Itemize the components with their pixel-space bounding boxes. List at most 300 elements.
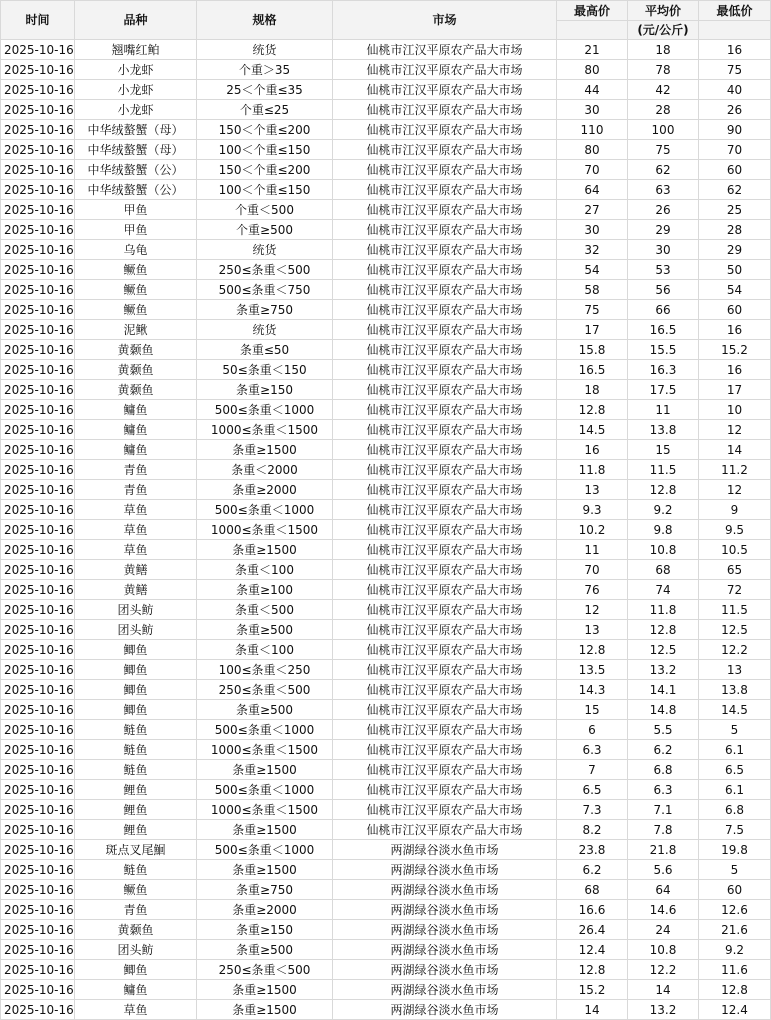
cell-avg-price: 75 <box>628 140 699 160</box>
cell-date: 2025-10-16 <box>1 840 75 860</box>
table-row <box>1 880 771 900</box>
cell-market: 仙桃市江汉平原农产品大市场 <box>333 280 557 300</box>
cell-market: 仙桃市江汉平原农产品大市场 <box>333 580 557 600</box>
cell-variety: 鳙鱼 <box>75 440 197 460</box>
cell-high-price: 14.3 <box>557 680 628 700</box>
cell-high-price: 18 <box>557 380 628 400</box>
cell-market: 仙桃市江汉平原农产品大市场 <box>333 540 557 560</box>
cell-high-price: 13.5 <box>557 660 628 680</box>
cell-spec: 个重＜500 <box>197 200 333 220</box>
cell-market: 仙桃市江汉平原农产品大市场 <box>333 420 557 440</box>
cell-market: 仙桃市江汉平原农产品大市场 <box>333 80 557 100</box>
cell-low-price: 7.5 <box>699 820 771 840</box>
table-row <box>1 100 771 120</box>
cell-high-price: 6.2 <box>557 860 628 880</box>
cell-variety: 小龙虾 <box>75 60 197 80</box>
table-row <box>1 120 771 140</box>
cell-market: 两湖绿谷淡水鱼市场 <box>333 960 557 980</box>
cell-market: 仙桃市江汉平原农产品大市场 <box>333 140 557 160</box>
table-row <box>1 940 771 960</box>
cell-low-price: 60 <box>699 300 771 320</box>
header-spec: 规格 <box>197 1 333 40</box>
cell-low-price: 50 <box>699 260 771 280</box>
cell-market: 仙桃市江汉平原农产品大市场 <box>333 400 557 420</box>
table-row <box>1 700 771 720</box>
cell-low-price: 72 <box>699 580 771 600</box>
cell-spec: 个重＞35 <box>197 60 333 80</box>
cell-date: 2025-10-16 <box>1 560 75 580</box>
cell-low-price: 6.1 <box>699 740 771 760</box>
cell-high-price: 27 <box>557 200 628 220</box>
cell-variety: 黄颡鱼 <box>75 380 197 400</box>
cell-date: 2025-10-16 <box>1 700 75 720</box>
cell-variety: 中华绒螯蟹（公） <box>75 180 197 200</box>
cell-avg-price: 15 <box>628 440 699 460</box>
cell-market: 仙桃市江汉平原农产品大市场 <box>333 600 557 620</box>
cell-avg-price: 12.2 <box>628 960 699 980</box>
table-row <box>1 300 771 320</box>
cell-low-price: 17 <box>699 380 771 400</box>
cell-low-price: 12 <box>699 480 771 500</box>
cell-market: 仙桃市江汉平原农产品大市场 <box>333 720 557 740</box>
cell-date: 2025-10-16 <box>1 360 75 380</box>
cell-high-price: 23.8 <box>557 840 628 860</box>
cell-spec: 100＜个重≤150 <box>197 140 333 160</box>
cell-spec: 条重≥1500 <box>197 980 333 1000</box>
cell-variety: 黄颡鱼 <box>75 360 197 380</box>
cell-avg-price: 11.5 <box>628 460 699 480</box>
cell-variety: 黄颡鱼 <box>75 340 197 360</box>
cell-spec: 条重≤50 <box>197 340 333 360</box>
cell-avg-price: 13.8 <box>628 420 699 440</box>
cell-variety: 草鱼 <box>75 1000 197 1020</box>
cell-high-price: 17 <box>557 320 628 340</box>
cell-date: 2025-10-16 <box>1 720 75 740</box>
cell-variety: 团头鲂 <box>75 940 197 960</box>
cell-spec: 500≤条重＜1000 <box>197 500 333 520</box>
cell-date: 2025-10-16 <box>1 960 75 980</box>
cell-market: 仙桃市江汉平原农产品大市场 <box>333 520 557 540</box>
cell-spec: 条重≥100 <box>197 580 333 600</box>
cell-market: 两湖绿谷淡水鱼市场 <box>333 880 557 900</box>
cell-high-price: 76 <box>557 580 628 600</box>
cell-avg-price: 100 <box>628 120 699 140</box>
table-row <box>1 260 771 280</box>
cell-variety: 鳜鱼 <box>75 880 197 900</box>
cell-low-price: 11.2 <box>699 460 771 480</box>
table-row <box>1 380 771 400</box>
table-row <box>1 240 771 260</box>
cell-date: 2025-10-16 <box>1 160 75 180</box>
cell-high-price: 70 <box>557 160 628 180</box>
cell-market: 仙桃市江汉平原农产品大市场 <box>333 640 557 660</box>
table-row <box>1 80 771 100</box>
cell-spec: 1000≤条重＜1500 <box>197 800 333 820</box>
cell-spec: 1000≤条重＜1500 <box>197 520 333 540</box>
cell-high-price: 12.8 <box>557 640 628 660</box>
cell-avg-price: 5.5 <box>628 720 699 740</box>
cell-date: 2025-10-16 <box>1 780 75 800</box>
cell-low-price: 54 <box>699 280 771 300</box>
cell-low-price: 13.8 <box>699 680 771 700</box>
cell-variety: 草鱼 <box>75 540 197 560</box>
cell-date: 2025-10-16 <box>1 120 75 140</box>
cell-avg-price: 74 <box>628 580 699 600</box>
cell-avg-price: 9.2 <box>628 500 699 520</box>
cell-avg-price: 6.3 <box>628 780 699 800</box>
cell-avg-price: 12.5 <box>628 640 699 660</box>
cell-market: 仙桃市江汉平原农产品大市场 <box>333 680 557 700</box>
cell-spec: 条重＜500 <box>197 600 333 620</box>
cell-variety: 鳜鱼 <box>75 260 197 280</box>
table-row <box>1 560 771 580</box>
cell-avg-price: 29 <box>628 220 699 240</box>
cell-spec: 500≤条重＜1000 <box>197 840 333 860</box>
cell-date: 2025-10-16 <box>1 100 75 120</box>
cell-market: 仙桃市江汉平原农产品大市场 <box>333 100 557 120</box>
table-row <box>1 580 771 600</box>
cell-low-price: 11.6 <box>699 960 771 980</box>
cell-spec: 条重≥150 <box>197 380 333 400</box>
table-row <box>1 800 771 820</box>
cell-date: 2025-10-16 <box>1 200 75 220</box>
cell-variety: 中华绒螯蟹（母） <box>75 140 197 160</box>
cell-variety: 甲鱼 <box>75 200 197 220</box>
table-row <box>1 660 771 680</box>
cell-high-price: 14 <box>557 1000 628 1020</box>
cell-date: 2025-10-16 <box>1 60 75 80</box>
cell-market: 仙桃市江汉平原农产品大市场 <box>333 300 557 320</box>
cell-high-price: 54 <box>557 260 628 280</box>
table-row <box>1 160 771 180</box>
cell-high-price: 32 <box>557 240 628 260</box>
cell-avg-price: 14.6 <box>628 900 699 920</box>
cell-date: 2025-10-16 <box>1 620 75 640</box>
table-row <box>1 520 771 540</box>
cell-market: 仙桃市江汉平原农产品大市场 <box>333 160 557 180</box>
cell-variety: 青鱼 <box>75 900 197 920</box>
cell-high-price: 16.6 <box>557 900 628 920</box>
cell-market: 仙桃市江汉平原农产品大市场 <box>333 800 557 820</box>
cell-low-price: 9.2 <box>699 940 771 960</box>
cell-avg-price: 10.8 <box>628 540 699 560</box>
cell-variety: 鳙鱼 <box>75 420 197 440</box>
cell-high-price: 12.8 <box>557 960 628 980</box>
cell-spec: 条重≥150 <box>197 920 333 940</box>
cell-variety: 鲢鱼 <box>75 860 197 880</box>
cell-spec: 条重≥500 <box>197 940 333 960</box>
cell-avg-price: 15.5 <box>628 340 699 360</box>
cell-market: 仙桃市江汉平原农产品大市场 <box>333 460 557 480</box>
table-row <box>1 140 771 160</box>
cell-avg-price: 9.8 <box>628 520 699 540</box>
table-row <box>1 340 771 360</box>
cell-avg-price: 11 <box>628 400 699 420</box>
cell-avg-price: 12.8 <box>628 620 699 640</box>
cell-high-price: 12 <box>557 600 628 620</box>
cell-high-price: 30 <box>557 220 628 240</box>
cell-variety: 团头鲂 <box>75 620 197 640</box>
cell-date: 2025-10-16 <box>1 400 75 420</box>
cell-high-price: 6 <box>557 720 628 740</box>
cell-variety: 草鱼 <box>75 500 197 520</box>
cell-variety: 鲢鱼 <box>75 740 197 760</box>
cell-spec: 条重≥1500 <box>197 760 333 780</box>
cell-market: 仙桃市江汉平原农产品大市场 <box>333 320 557 340</box>
cell-high-price: 13 <box>557 620 628 640</box>
cell-spec: 统货 <box>197 320 333 340</box>
cell-high-price: 7 <box>557 760 628 780</box>
cell-variety: 鲫鱼 <box>75 680 197 700</box>
cell-low-price: 14 <box>699 440 771 460</box>
cell-date: 2025-10-16 <box>1 580 75 600</box>
cell-high-price: 21 <box>557 40 628 60</box>
cell-market: 两湖绿谷淡水鱼市场 <box>333 980 557 1000</box>
cell-low-price: 9.5 <box>699 520 771 540</box>
cell-low-price: 12.4 <box>699 1000 771 1020</box>
table-row <box>1 840 771 860</box>
cell-spec: 1000≤条重＜1500 <box>197 740 333 760</box>
cell-avg-price: 10.8 <box>628 940 699 960</box>
cell-avg-price: 13.2 <box>628 1000 699 1020</box>
cell-avg-price: 18 <box>628 40 699 60</box>
table-row <box>1 420 771 440</box>
cell-date: 2025-10-16 <box>1 920 75 940</box>
cell-date: 2025-10-16 <box>1 460 75 480</box>
cell-spec: 条重≥1500 <box>197 440 333 460</box>
cell-variety: 斑点叉尾鮰 <box>75 840 197 860</box>
cell-date: 2025-10-16 <box>1 480 75 500</box>
cell-low-price: 70 <box>699 140 771 160</box>
cell-spec: 条重≥750 <box>197 880 333 900</box>
cell-low-price: 10.5 <box>699 540 771 560</box>
cell-low-price: 16 <box>699 40 771 60</box>
table-row <box>1 40 771 60</box>
cell-low-price: 6.5 <box>699 760 771 780</box>
cell-high-price: 26.4 <box>557 920 628 940</box>
cell-avg-price: 11.8 <box>628 600 699 620</box>
cell-spec: 500≤条重＜750 <box>197 280 333 300</box>
table-row <box>1 500 771 520</box>
cell-spec: 100＜个重≤150 <box>197 180 333 200</box>
cell-date: 2025-10-16 <box>1 180 75 200</box>
cell-avg-price: 24 <box>628 920 699 940</box>
cell-date: 2025-10-16 <box>1 240 75 260</box>
cell-avg-price: 14.8 <box>628 700 699 720</box>
cell-market: 仙桃市江汉平原农产品大市场 <box>333 620 557 640</box>
table-row <box>1 780 771 800</box>
cell-variety: 黄鳝 <box>75 580 197 600</box>
cell-variety: 鲤鱼 <box>75 780 197 800</box>
cell-market: 仙桃市江汉平原农产品大市场 <box>333 120 557 140</box>
table-row <box>1 360 771 380</box>
cell-date: 2025-10-16 <box>1 260 75 280</box>
cell-avg-price: 7.8 <box>628 820 699 840</box>
table-row <box>1 320 771 340</box>
cell-high-price: 110 <box>557 120 628 140</box>
cell-low-price: 25 <box>699 200 771 220</box>
cell-avg-price: 53 <box>628 260 699 280</box>
cell-date: 2025-10-16 <box>1 340 75 360</box>
cell-spec: 条重＜100 <box>197 640 333 660</box>
cell-high-price: 80 <box>557 140 628 160</box>
cell-market: 仙桃市江汉平原农产品大市场 <box>333 560 557 580</box>
header-date: 时间 <box>1 1 75 40</box>
cell-high-price: 80 <box>557 60 628 80</box>
cell-spec: 250≤条重＜500 <box>197 680 333 700</box>
cell-low-price: 14.5 <box>699 700 771 720</box>
cell-avg-price: 42 <box>628 80 699 100</box>
cell-low-price: 11.5 <box>699 600 771 620</box>
cell-high-price: 15 <box>557 700 628 720</box>
table-row <box>1 860 771 880</box>
cell-spec: 条重≥1500 <box>197 1000 333 1020</box>
cell-date: 2025-10-16 <box>1 380 75 400</box>
cell-high-price: 11 <box>557 540 628 560</box>
cell-market: 仙桃市江汉平原农产品大市场 <box>333 240 557 260</box>
cell-high-price: 16.5 <box>557 360 628 380</box>
cell-high-price: 68 <box>557 880 628 900</box>
cell-market: 两湖绿谷淡水鱼市场 <box>333 900 557 920</box>
cell-avg-price: 68 <box>628 560 699 580</box>
cell-avg-price: 64 <box>628 880 699 900</box>
table-row <box>1 180 771 200</box>
cell-spec: 25＜个重≤35 <box>197 80 333 100</box>
cell-spec: 条重≥2000 <box>197 480 333 500</box>
cell-high-price: 70 <box>557 560 628 580</box>
cell-spec: 100≤条重＜250 <box>197 660 333 680</box>
cell-avg-price: 21.8 <box>628 840 699 860</box>
table-row <box>1 760 771 780</box>
cell-variety: 鳙鱼 <box>75 400 197 420</box>
cell-avg-price: 28 <box>628 100 699 120</box>
cell-avg-price: 16.3 <box>628 360 699 380</box>
table-row <box>1 60 771 80</box>
cell-date: 2025-10-16 <box>1 520 75 540</box>
cell-market: 仙桃市江汉平原农产品大市场 <box>333 220 557 240</box>
cell-date: 2025-10-16 <box>1 980 75 1000</box>
cell-high-price: 6.5 <box>557 780 628 800</box>
cell-high-price: 13 <box>557 480 628 500</box>
cell-date: 2025-10-16 <box>1 760 75 780</box>
cell-variety: 黄鳝 <box>75 560 197 580</box>
cell-variety: 乌龟 <box>75 240 197 260</box>
cell-market: 两湖绿谷淡水鱼市场 <box>333 940 557 960</box>
cell-spec: 150＜个重≤200 <box>197 120 333 140</box>
cell-low-price: 75 <box>699 60 771 80</box>
cell-low-price: 13 <box>699 660 771 680</box>
cell-market: 仙桃市江汉平原农产品大市场 <box>333 500 557 520</box>
cell-date: 2025-10-16 <box>1 600 75 620</box>
cell-avg-price: 14.1 <box>628 680 699 700</box>
cell-spec: 条重≥500 <box>197 700 333 720</box>
cell-variety: 中华绒螯蟹（母） <box>75 120 197 140</box>
cell-market: 仙桃市江汉平原农产品大市场 <box>333 760 557 780</box>
cell-high-price: 7.3 <box>557 800 628 820</box>
cell-avg-price: 7.1 <box>628 800 699 820</box>
cell-date: 2025-10-16 <box>1 500 75 520</box>
cell-market: 仙桃市江汉平原农产品大市场 <box>333 380 557 400</box>
cell-spec: 条重＜2000 <box>197 460 333 480</box>
cell-variety: 鳜鱼 <box>75 280 197 300</box>
cell-high-price: 12.4 <box>557 940 628 960</box>
cell-variety: 鲤鱼 <box>75 820 197 840</box>
cell-high-price: 58 <box>557 280 628 300</box>
table-row <box>1 820 771 840</box>
cell-date: 2025-10-16 <box>1 640 75 660</box>
cell-variety: 小龙虾 <box>75 100 197 120</box>
table-row <box>1 200 771 220</box>
cell-market: 两湖绿谷淡水鱼市场 <box>333 920 557 940</box>
header-high-price: 最高价 <box>557 1 628 21</box>
cell-avg-price: 6.8 <box>628 760 699 780</box>
cell-high-price: 12.8 <box>557 400 628 420</box>
cell-date: 2025-10-16 <box>1 1000 75 1020</box>
cell-spec: 条重＜100 <box>197 560 333 580</box>
cell-variety: 鲫鱼 <box>75 660 197 680</box>
table-row <box>1 620 771 640</box>
table-row <box>1 540 771 560</box>
header-avg-price: 平均价 <box>628 1 699 21</box>
cell-spec: 个重≥500 <box>197 220 333 240</box>
cell-spec: 条重≥500 <box>197 620 333 640</box>
cell-variety: 鲢鱼 <box>75 720 197 740</box>
cell-market: 仙桃市江汉平原农产品大市场 <box>333 260 557 280</box>
cell-avg-price: 6.2 <box>628 740 699 760</box>
cell-high-price: 14.5 <box>557 420 628 440</box>
table-row <box>1 480 771 500</box>
cell-high-price: 16 <box>557 440 628 460</box>
cell-market: 两湖绿谷淡水鱼市场 <box>333 840 557 860</box>
cell-high-price: 44 <box>557 80 628 100</box>
cell-date: 2025-10-16 <box>1 140 75 160</box>
cell-low-price: 15.2 <box>699 340 771 360</box>
cell-variety: 鳜鱼 <box>75 300 197 320</box>
cell-variety: 鲫鱼 <box>75 700 197 720</box>
table-row <box>1 680 771 700</box>
header-high-unit-spacer <box>557 21 628 40</box>
table-row <box>1 460 771 480</box>
cell-date: 2025-10-16 <box>1 680 75 700</box>
cell-avg-price: 78 <box>628 60 699 80</box>
cell-variety: 青鱼 <box>75 480 197 500</box>
cell-spec: 统货 <box>197 40 333 60</box>
cell-variety: 鲫鱼 <box>75 960 197 980</box>
cell-market: 仙桃市江汉平原农产品大市场 <box>333 820 557 840</box>
table-row <box>1 960 771 980</box>
cell-spec: 条重≥1500 <box>197 860 333 880</box>
cell-high-price: 15.8 <box>557 340 628 360</box>
cell-market: 仙桃市江汉平原农产品大市场 <box>333 180 557 200</box>
cell-market: 仙桃市江汉平原农产品大市场 <box>333 660 557 680</box>
cell-spec: 250≤条重＜500 <box>197 960 333 980</box>
cell-low-price: 5 <box>699 860 771 880</box>
table-row <box>1 600 771 620</box>
cell-low-price: 12 <box>699 420 771 440</box>
cell-spec: 统货 <box>197 240 333 260</box>
cell-date: 2025-10-16 <box>1 420 75 440</box>
cell-market: 仙桃市江汉平原农产品大市场 <box>333 740 557 760</box>
cell-date: 2025-10-16 <box>1 800 75 820</box>
cell-date: 2025-10-16 <box>1 220 75 240</box>
cell-high-price: 6.3 <box>557 740 628 760</box>
cell-market: 仙桃市江汉平原农产品大市场 <box>333 200 557 220</box>
cell-low-price: 10 <box>699 400 771 420</box>
cell-variety: 青鱼 <box>75 460 197 480</box>
cell-high-price: 11.8 <box>557 460 628 480</box>
cell-market: 仙桃市江汉平原农产品大市场 <box>333 40 557 60</box>
cell-low-price: 5 <box>699 720 771 740</box>
